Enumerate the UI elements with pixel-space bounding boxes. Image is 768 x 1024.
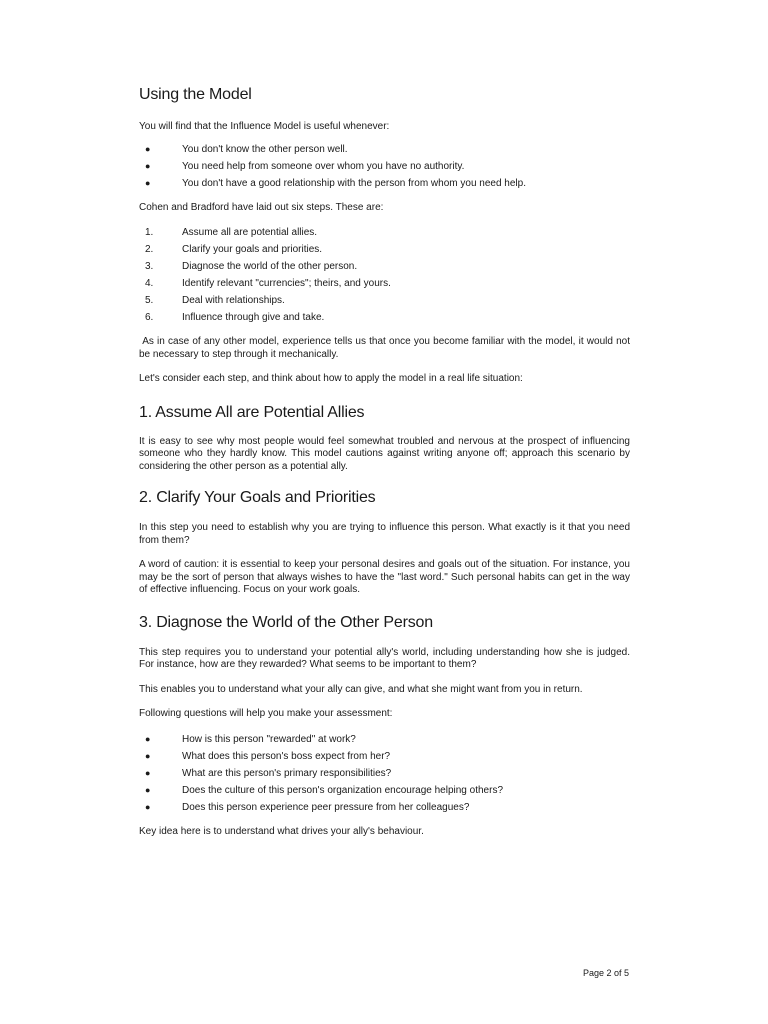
section-2-paragraph-2: A word of caution: it is essential to keep your personal desires and goals out of the situation. For instance, you may be the sort of person that always wishes to have the "last word." Such personal habits can get in the way of effective influencing. Focus on your work goals. [139,559,630,595]
bullet-icon: ● [145,143,151,154]
list-item: 5. Deal with relationships. [145,295,285,306]
list-item: 2. Clarify your goals and priorities. [145,244,323,255]
page-number: Page 2 of 5 [582,968,629,978]
questions-list [139,731,630,816]
bullet-icon: ● [145,801,151,812]
bullet-icon: ● [145,784,151,795]
section-1-heading: 1. Assume All are Potential Allies [139,403,365,421]
list-item: ● You don't have a good relationship with the person from whom you need help. [139,175,630,192]
bullet-icon: ● [145,750,151,761]
document-page [139,86,633,838]
section-3-heading: 3. Diagnose the World of the Other Person [139,613,433,631]
list-item: ● Does the culture of this person's organization encourage helping others? [139,782,630,799]
steps-intro: Cohen and Bradford have laid out six steps. These are: [139,201,384,213]
section-2-heading: 2. Clarify Your Goals and Priorities [139,489,376,506]
section-1-paragraph: It is easy to see why most people would feel somewhat troubled and nervous at the prospect of influencing someone who they hardly know. This model cautions against writing anyone off; approach this scenario by considering the other person as a potential ally. [139,435,630,472]
list-item: ● What does this person's boss expect from her? [139,748,630,765]
experience-paragraph: As in case of any other model, experience tells us that once you become familiar with the model, it would not be necessary to step through it mechanically. [139,336,633,360]
intro-paragraph: You will find that the Influence Model is useful whenever: [139,121,390,132]
list-item: ● How is this person "rewarded" at work? [139,731,630,748]
list-item: 6. Influence through give and take. [145,312,325,323]
section-3-paragraph-2: This enables you to understand what your ally can give, and what she might want from you in return. [139,683,583,695]
key-idea-paragraph: Key idea here is to understand what drives your ally's behaviour. [139,825,424,837]
when-list [139,141,630,192]
list-item: ● Does this person experience peer pressure from her colleagues? [139,799,630,816]
steps-list [139,224,630,326]
page-title: Using the Model [139,86,252,103]
section-3-paragraph-1: This step requires you to understand your potential ally's world, including understanding how she is judged. For instance, how are they rewarded? What seems to be important to them? [139,646,630,670]
list-item: 3. Diagnose the world of the other person. [145,261,358,272]
list-item: ● You need help from someone over whom you have no authority. [139,158,630,175]
list-item: 1. Assume all are potential allies. [145,227,318,238]
list-item: ● You don't know the other person well. [139,141,630,158]
section-2-paragraph-1: In this step you need to establish why you are trying to influence this person. What exactly is it that you need from them? [139,522,630,546]
bullet-icon: ● [145,160,151,171]
section-3-paragraph-3: Following questions will help you make your assessment: [139,708,393,719]
list-item: 4. Identify relevant "currencies"; theirs, and yours. [145,278,391,289]
list-item: ● What are this person's primary responsibilities? [139,765,630,782]
bullet-icon: ● [145,767,151,778]
consider-paragraph: Let's consider each step, and think about how to apply the model in a real life situation: [139,373,523,384]
bullet-icon: ● [145,733,151,744]
bullet-icon: ● [145,177,151,188]
